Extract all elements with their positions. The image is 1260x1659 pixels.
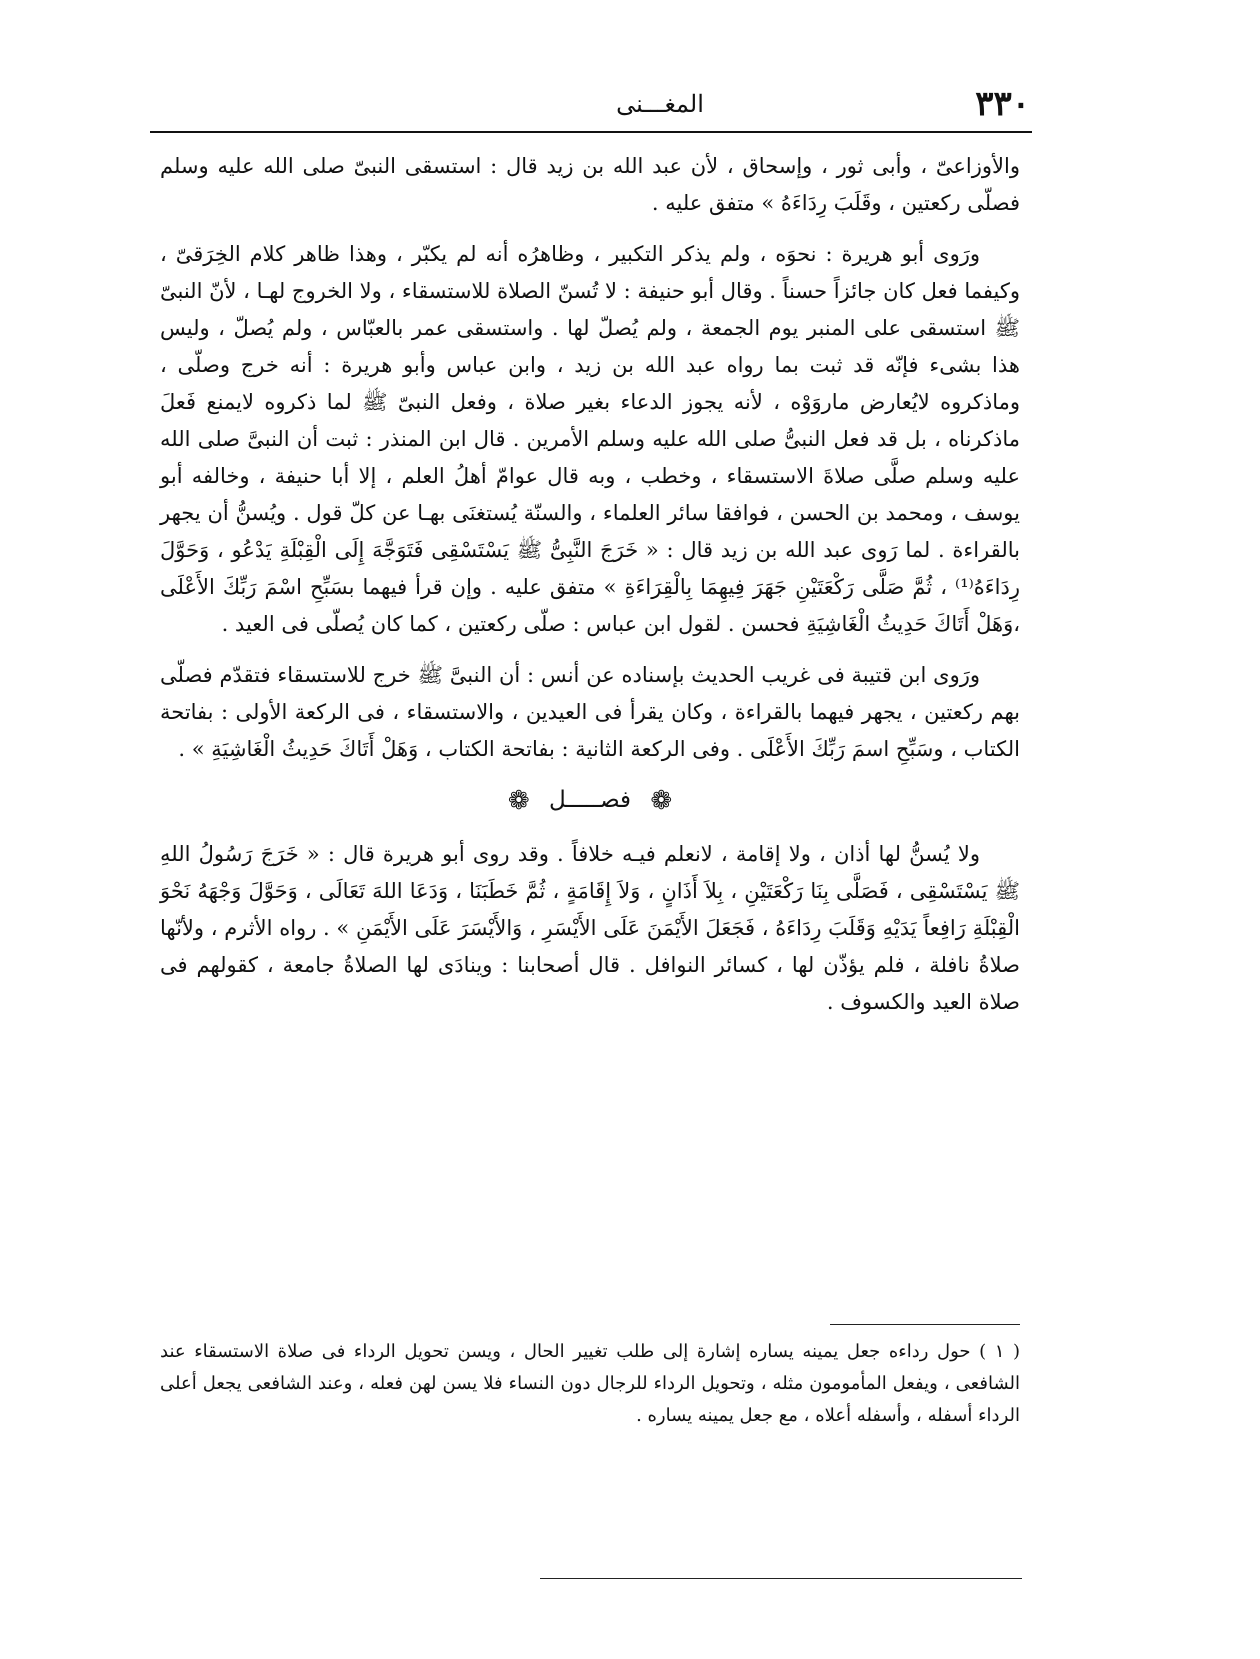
page-number: ٣٣٠	[975, 84, 1030, 124]
footnote: ( ١ ) حول رداءه جعل يمينه يساره إشارة إلى طلب تغيير الحال ، ويسن تحويل الرداء فى صلاة الاستسقاء عند الشافعى ، ويفعل المأمومون مثله ، وتحويل الرداء للرجال دون النساء فلا يسن لهن فعله ، وعند الشافعى يجعل أعلى الرداء أسفله ، وأسفله أعلاه ، مع جعل يمينه يساره .	[160, 1341, 1021, 1426]
section-heading-label: فصـــــل	[548, 787, 632, 813]
ornament-icon: ❁	[650, 785, 673, 816]
ornament-icon: ❁	[507, 785, 530, 816]
paragraph: ولا يُسنُّ لها أذان ، ولا إقامة ، لانعلم فيـه خلافاً . وقد روى أبو هريرة قال : « خَرَجَ رَسُولُ اللهِ ﷺ يَسْتَسْقِى ، فَصَلَّى بِنَا رَكْعَتَيْنِ ، بِلاَ أَذَانٍ ، وَلاَ إِقَامَةٍ ، ثُمَّ خَطَبَنَا ، وَدَعَا اللهَ تَعَالَى ، وَحَوَّلَ وَجْهَهُ نَحْوَ الْقِبْلَةِ رَافِعاً يَدَيْهِ وَقَلَبَ رِدَاءَهُ ، فَجَعَلَ الأَيْمَنَ عَلَى الأَيْسَرِ ، وَالأَيْسَرَ عَلَى الأَيْمَنِ » . رواه الأثرم ، ولأنّها صلاةُ نافلة ، فلم يؤذّن لها ، كسائر النوافل . قال أصحابنا : وينادَى لها الصلاةُ جامعة ، كقولهم فى صلاة العيد والكسوف .	[160, 841, 1020, 1014]
running-title: المغـــنى	[616, 90, 704, 118]
bottom-rule	[540, 1578, 1022, 1579]
paragraph: ورَوى أبو هريرة : نحوَه ، ولم يذكر التكبير ، وظاهرُه أنه لم يكبّر ، وهذا ظاهر كلام الخِرَقىّ ، وكيفما فعل كان جائزاً حسناً . وقال أبو حنيفة : لا تُسنّ الصلاة للاستسقاء ، ولا الخروج لهـا ، لأنّ النبىّ ﷺ استسقى على المنبر يوم الجمعة ، ولم يُصلّ لها . واستسقى عمر بالعبّاس ، ولم يُصلّ ، وليس هذا بشىء فإنّه قد ثبت بما رواه عبد الله بن زيد ، وابن عباس وأبو هريرة : أنه خرج وصلّى ، وماذكروه لايُعارض ماروَوْه ، لأنه يجوز الدعاء بغير صلاة ، وفعل النبىّ ﷺ لما ذكروه لايمنع فَعلَ ماذكرناه ، بل قد فعل النبىُّ صلى الله عليه وسلم الأمرين . قال ابن المنذر : ثبت أن النبىَّ صلى الله عليه وسلم صلَّى صلاةَ الاستسقاء ، وخطب ، وبه قال عوامّ أهلُ العلم ، إلا أبا حنيفة ، وخالفه أبو يوسف ، ومحمد بن الحسن ، فوافقا سائر العلماء ، والسنّة يُستغنَى بهـا عن كلّ قول . ويُسنُّ أن يجهر بالقراءة . لما رَوى عبد الله بن زيد قال : « خَرَجَ النَّبِىُّ ﷺ يَسْتَسْقِى فَتَوَجَّهَ إِلَى الْقِبْلَةِ يَدْعُو ، وَحَوَّلَ رِدَاءَهُ⁽¹⁾ ، ثُمَّ صَلَّى رَكْعَتَيْنِ جَهَرَ فِيهِمَا بِالْقِرَاءَةِ » متفق عليه . وإن قرأ فيهما بسَبِّحِ اسْمَ رَبِّكَ الأَعْلَى ،وَهَلْ أَتَاكَ حَدِيثُ الْغَاشِيَةِ فحسن . لقول ابن عباس : صلّى ركعتين ، كما كان يُصلّى فى العيد .	[160, 242, 1020, 636]
page-header	[150, 82, 1030, 132]
paragraph: والأوزاعىّ ، وأبى ثور ، وإسحاق ، لأن عبد الله بن زيد قال : استسقى النبىّ صلى الله عليه وسلم فصلّى ركعتين ، وقَلَبَ رِدَاءَهُ » متفق عليه .	[160, 154, 1020, 215]
main-text	[160, 148, 1020, 1035]
footnote-rule	[830, 1324, 1020, 1325]
paragraph: ورَوى ابن قتيبة فى غريب الحديث بإسناده عن أنس : أن النبىَّ ﷺ خرج للاستسقاء فتقدّم فصلّى بهم ركعتين ، يجهر فيهما بالقراءة ، وكان يقرأ فى العيدين ، والاستسقاء ، فى الركعة الأولى : بفاتحة الكتاب ، وسَبِّحِ اسمَ رَبِّكَ الأَعْلَى . وفى الركعة الثانية : بفاتحة الكتاب ، وَهَلْ أَتَاكَ حَدِيثُ الْغَاشِيَةِ » .	[160, 663, 1020, 761]
section-heading	[160, 782, 1020, 820]
header-rule	[150, 131, 1032, 133]
